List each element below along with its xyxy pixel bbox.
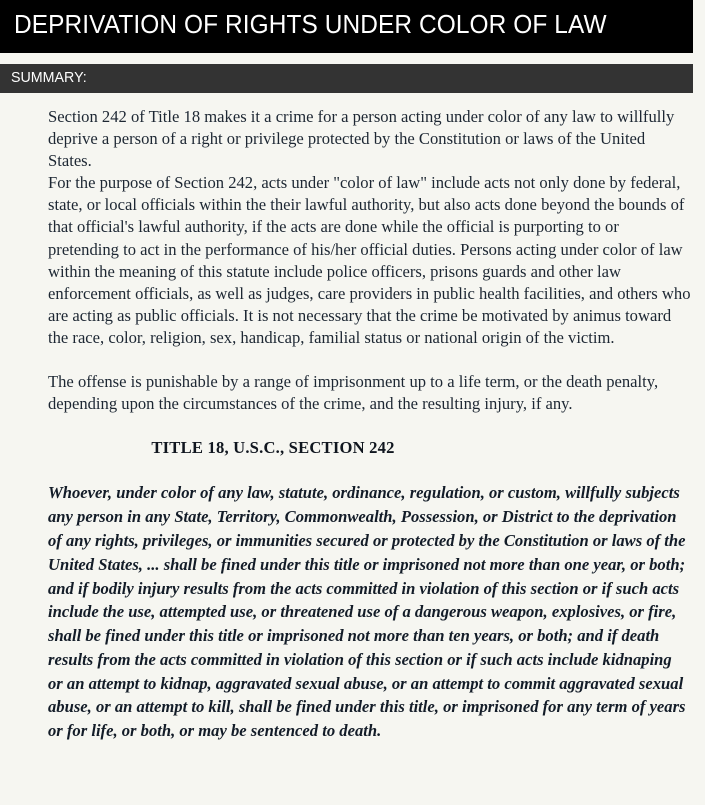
document-title-banner <box>0 0 693 53</box>
page-title: DEPRIVATION OF RIGHTS UNDER COLOR OF LAW <box>14 9 607 39</box>
statute-heading: TITLE 18, U.S.C., SECTION 242 <box>151 438 395 458</box>
summary-paragraph-2: For the purpose of Section 242, acts under "color of law" include acts not only done by federal, state, or local officials within the their lawful authority, but also acts done beyond the bounds of that official's lawful authority, if the acts are done while the official is purporting to or pretending to act in the performance of his/her official duties. Persons acting under color of law within the meaning of this statute include police officers, prisons guards and other law enforcement officials, as well as judges, care providers in public health facilities, and others who are acting as public officials. It is not necessary that the crime be motivated by animus toward the race, color, religion, sex, handicap, familial status or national origin of the victim. <box>48 173 691 347</box>
document-body <box>48 106 693 743</box>
summary-paragraph-3: The offense is punishable by a range of imprisonment up to a life term, or the death penalty, depending upon the circumstances of the crime, and the resulting injury, if any. <box>48 372 659 414</box>
summary-paragraph-1: Section 242 of Title 18 makes it a crime for a person acting under color of any law to willfully deprive a person of a right or privilege protected by the Constitution or laws of the United States. <box>48 107 675 171</box>
summary-section-header-bar <box>0 64 693 93</box>
summary-section-label: SUMMARY: <box>11 69 87 86</box>
statute-text: Whoever, under color of any law, statute, ordinance, regulation, or custom, willfully subjects any person in any State, Territory, Commonwealth, Possession, or District to the deprivation of any rights, privileges, or immunities secured or protected by the Constitution or laws of the United States, ... shall be fined under this title or imprisoned not more than one year, or both; and if bodily injury results from the acts committed in violation of this section or if such acts include the use, attempted use, or threatened use of a dangerous weapon, explosives, or fire, shall be fined under this title or imprisoned not more than ten years, or both; and if death results from the acts committed in violation of this section or if such acts include kidnaping or an attempt to kidnap, aggravated sexual abuse, or an attempt to commit aggravated sexual abuse, or an attempt to kill, shall be fined under this title, or imprisoned for any term of years or for life, or both, or may be sentenced to death. <box>48 483 686 741</box>
